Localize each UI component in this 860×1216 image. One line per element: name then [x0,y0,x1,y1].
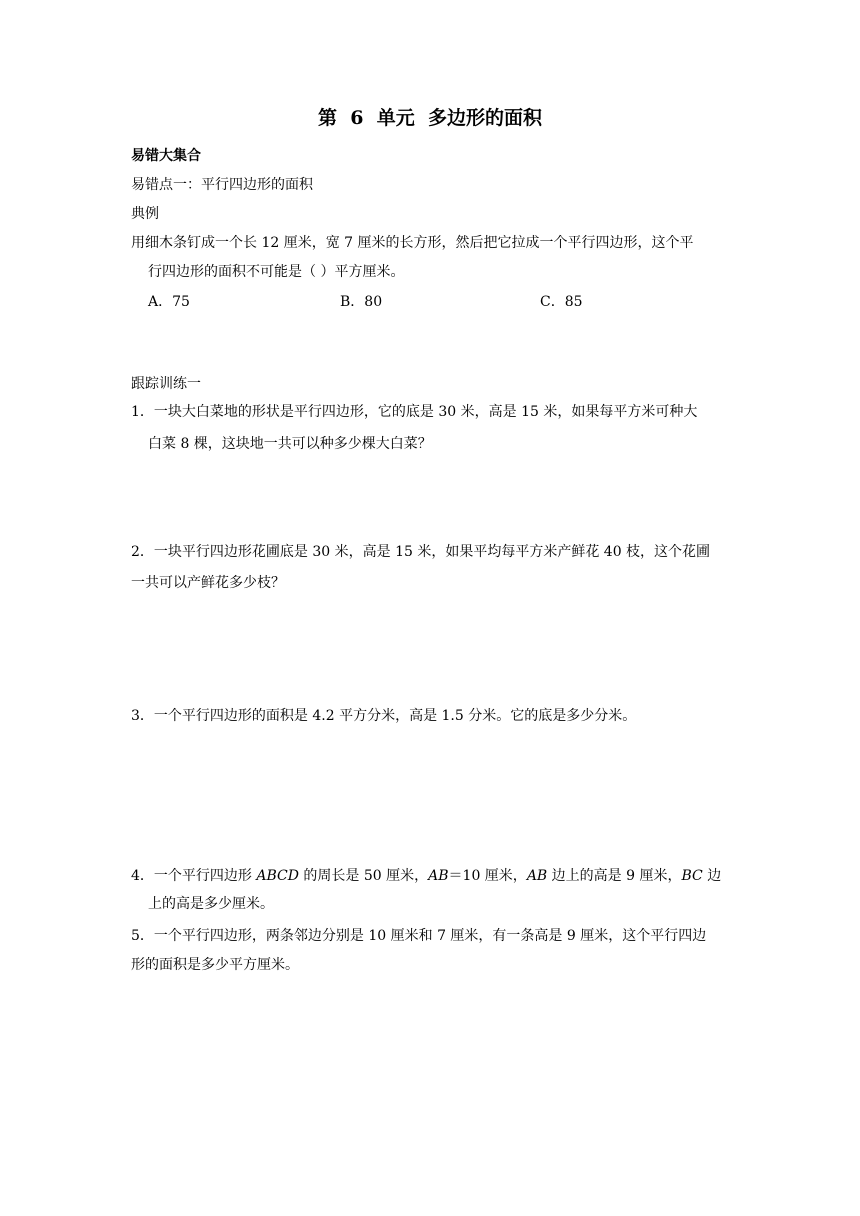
q4-text: 边上的高是 9 厘米， [547,868,682,884]
point1-heading: 易错点一：平行四边形的面积 [131,177,313,193]
q5-line1: 5．一个平行四边形，两条邻边分别是 10 厘米和 7 厘米，有一条高是 9 厘米，这个平行四边 [131,928,707,944]
q4-text: 的周长是 50 厘米， [298,868,429,884]
q4-var-abcd: ABCD [256,868,299,884]
training-heading: 跟踪训练一 [131,376,201,392]
q4-var-bc: BC [681,868,703,884]
page-title: 第 6 单元 多边形的面积 [318,107,542,129]
q1-line2: 白菜 8 棵，这块地一共可以种多少棵大白菜？ [148,436,432,452]
option-b: B．80 [340,294,383,310]
section-heading: 易错大集合 [131,148,201,164]
example-text-line1: 用细木条钉成一个长 12 厘米，宽 7 厘米的长方形，然后把它拉成一个平行四边形，这个平 [131,235,694,251]
example-heading: 典例 [131,206,159,222]
q4-text: 边 [702,868,722,884]
q3-line1: 3．一个平行四边形的面积是 4.2 平方分米，高是 1.5 分米。它的底是多少分米。 [131,708,637,724]
q4-var-ab: AB [428,868,449,884]
q2-line2: 一共可以产鲜花多少枝？ [131,575,285,591]
option-c: C．85 [540,294,583,310]
q5-line2: 形的面积是多少平方厘米。 [131,957,299,973]
option-a: A．75 [148,294,190,310]
q4-line2: 上的高是多少厘米。 [148,896,274,912]
q1-line1: 1．一块大白菜地的形状是平行四边形，它的底是 30 米，高是 15 米，如果每平方米可种大 [131,404,698,420]
q4-text: 4．一个平行四边形 [131,868,257,884]
q4-var-ab: AB [526,868,548,884]
q4-line1 [131,866,721,886]
q2-line1: 2．一块平行四边形花圃底是 30 米，高是 15 米，如果平均每平方米产鲜花 40 枝，这个花圃 [131,544,711,560]
q4-text: ＝10 厘米， [448,868,527,884]
example-text-line2: 行四边形的面积不可能是（ ）平方厘米。 [148,264,405,280]
